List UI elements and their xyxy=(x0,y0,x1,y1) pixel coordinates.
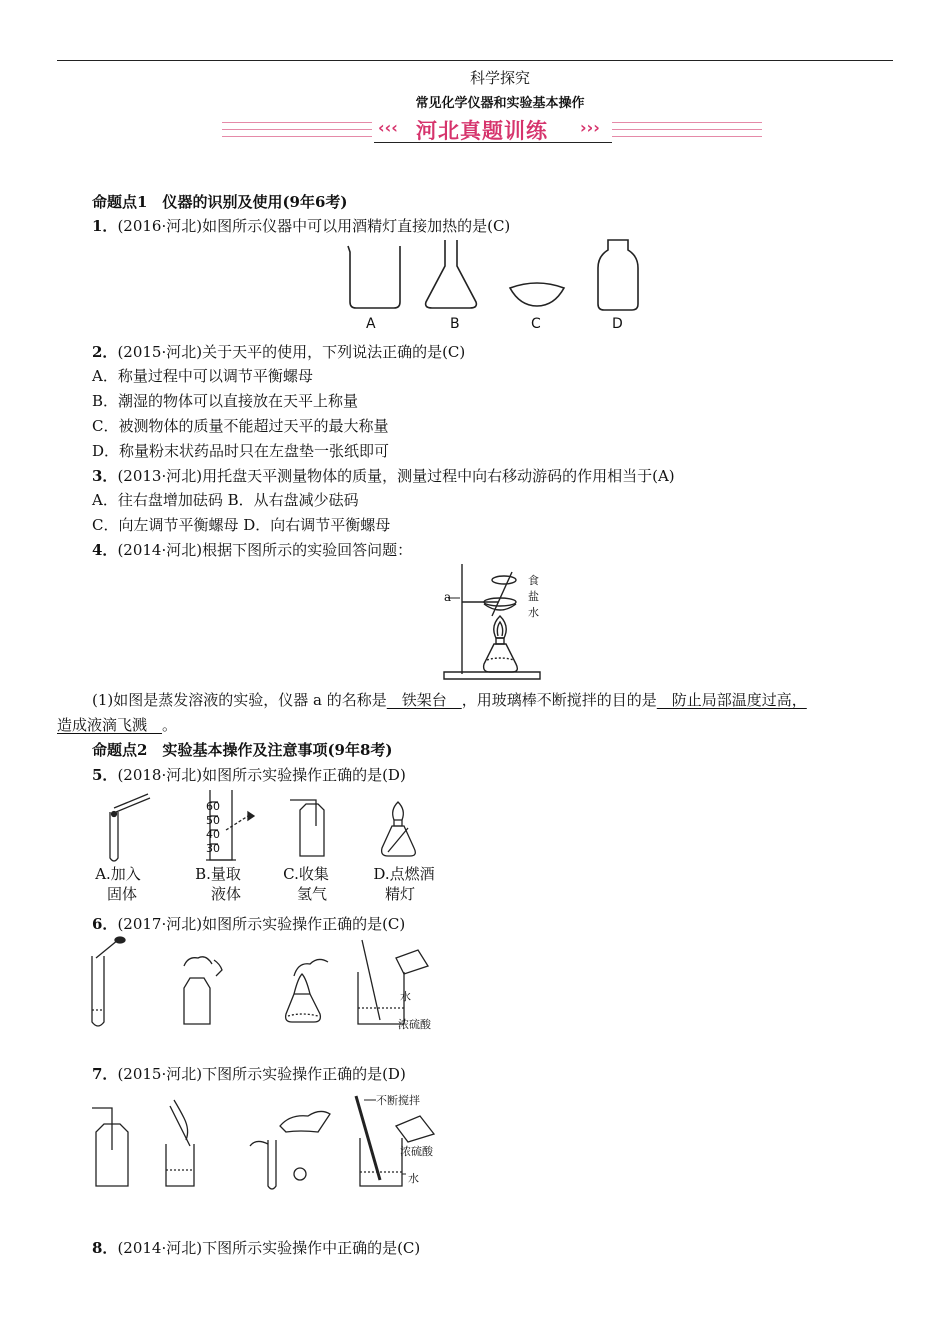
banner-line-right-1 xyxy=(612,122,762,123)
q4-label-salt-1: 食 xyxy=(528,574,539,587)
q7-label-water: 水 xyxy=(408,1172,419,1185)
question-number: 6． xyxy=(92,915,118,933)
question-5 xyxy=(92,765,406,785)
q4-label-salt-3: 水 xyxy=(528,606,539,619)
q5-caption-d-2: 精灯 xyxy=(384,885,415,903)
conical-flask-icon xyxy=(426,240,477,308)
question-text: (2014·河北)根据下图所示的实验回答问题： xyxy=(117,541,413,559)
question-number: 1． xyxy=(92,217,118,235)
q5-scale-30: 30 xyxy=(206,842,220,855)
q4-label-salt-2: 盐 xyxy=(528,590,539,603)
answer-text: (1)如图是蒸发溶液的实验，仪器 a 的名称是 xyxy=(92,691,387,709)
banner-line-left-2 xyxy=(222,129,372,130)
question-3 xyxy=(92,466,675,486)
top-rule xyxy=(57,60,893,61)
banner-title: 河北真题训练 xyxy=(416,119,548,143)
section-title: 科学探究 xyxy=(469,69,530,87)
q4-label-a: a xyxy=(444,590,452,604)
question-number: 5． xyxy=(92,766,118,784)
q5-caption-d-1: D.点燃酒 xyxy=(373,865,435,883)
answer-text: ，用玻璃棒不断搅拌的目的是 xyxy=(461,691,657,709)
q1-figure xyxy=(340,238,650,338)
question-7 xyxy=(92,1064,406,1084)
question-number: 4． xyxy=(92,541,118,559)
q6-label-water: 水 xyxy=(400,990,411,1003)
q5-scale-50: 50 xyxy=(206,814,220,827)
question-1 xyxy=(92,216,510,236)
question-text: (2016·河北)如图所示仪器中可以用酒精灯直接加热的是(C) xyxy=(117,217,511,235)
chevron-left-icon: ‹‹‹ xyxy=(378,118,398,137)
beaker-icon xyxy=(348,246,400,308)
question-number: 2． xyxy=(92,343,118,361)
question-text: (2017·河北)如图所示实验操作正确的是(C) xyxy=(117,915,406,933)
q1-label-c: C xyxy=(531,316,541,332)
q1-label-d: D xyxy=(612,316,623,332)
question-6 xyxy=(92,914,405,934)
question-2 xyxy=(92,342,465,362)
banner xyxy=(372,116,612,142)
question-text: (2015·河北)关于天平的使用，下列说法正确的是(C) xyxy=(117,343,466,361)
page-subtitle: 常见化学仪器和实验基本操作 xyxy=(415,96,585,111)
q4-answer-line-2 xyxy=(57,715,177,735)
q5-caption-c-1: C.收集 xyxy=(283,865,329,883)
q6-figure xyxy=(88,936,438,1032)
question-8 xyxy=(92,1238,420,1258)
banner-underline xyxy=(374,142,612,143)
banner-line-right-2 xyxy=(612,129,762,130)
q5-scale-60: 60 xyxy=(206,800,220,813)
q2-option-a: A．称量过程中可以调节平衡螺母 xyxy=(92,367,313,385)
q3-option-cd: C．向左调节平衡螺母 D．向右调节平衡螺母 xyxy=(92,516,391,534)
question-number: 7． xyxy=(92,1065,118,1083)
answer-blank-1: 铁架台 xyxy=(386,691,462,709)
q5-scale-40: 40 xyxy=(206,828,220,841)
question-number: 8． xyxy=(92,1239,118,1257)
q7-label-stir: 不断搅拌 xyxy=(376,1094,420,1107)
q7-label-acid: 浓硫酸 xyxy=(400,1145,433,1158)
topic-2-title: 命题点2 实验基本操作及注意事项(9年8考) xyxy=(92,741,393,759)
question-text: (2014·河北)下图所示实验操作中正确的是(C) xyxy=(117,1239,421,1257)
banner-line-left-3 xyxy=(222,136,372,137)
answer-blank-2-cont: 造成液滴飞溅 xyxy=(57,716,163,734)
q2-option-b: B．潮湿的物体可以直接放在天平上称量 xyxy=(92,392,359,410)
banner-line-left-1 xyxy=(222,122,372,123)
question-text: (2018·河北)如图所示实验操作正确的是(D) xyxy=(117,766,406,784)
q5-caption-b-2: 液体 xyxy=(210,885,241,903)
q1-label-a: A xyxy=(366,316,376,332)
banner-line-right-3 xyxy=(612,136,762,137)
answer-end: 。 xyxy=(162,716,178,734)
reagent-bottle-icon xyxy=(598,240,638,310)
q4-answer-line-1 xyxy=(92,690,807,710)
topic-1-title: 命题点1 仪器的识别及使用(9年6考) xyxy=(92,193,348,211)
q5-caption-a-2: 固体 xyxy=(106,885,137,903)
q3-option-ab: A．往右盘增加砝码 B．从右盘减少砝码 xyxy=(92,491,359,509)
question-text: (2015·河北)下图所示实验操作正确的是(D) xyxy=(117,1065,406,1083)
answer-blank-2: 防止局部温度过高， xyxy=(656,691,807,709)
evaporating-dish-icon xyxy=(510,283,564,306)
q2-option-d: D．称量粉末状药品时只在左盘垫一张纸即可 xyxy=(92,442,390,460)
question-4 xyxy=(92,540,412,560)
q2-option-c: C．被测物体的质量不能超过天平的最大称量 xyxy=(92,417,389,435)
chevron-right-icon: ››› xyxy=(580,118,600,137)
q5-figure xyxy=(92,786,442,866)
q5-caption-b-1: B.量取 xyxy=(195,865,241,883)
question-text: (2013·河北)用托盘天平测量物体的质量，测量过程中向右移动游码的作用相当于(A) xyxy=(117,467,675,485)
question-number: 3． xyxy=(92,467,118,485)
q6-label-acid: 浓硫酸 xyxy=(398,1018,431,1031)
q5-caption-a-1: A.加入 xyxy=(95,865,141,883)
q5-caption-c-2: 氢气 xyxy=(296,885,327,903)
q1-label-b: B xyxy=(450,316,460,332)
